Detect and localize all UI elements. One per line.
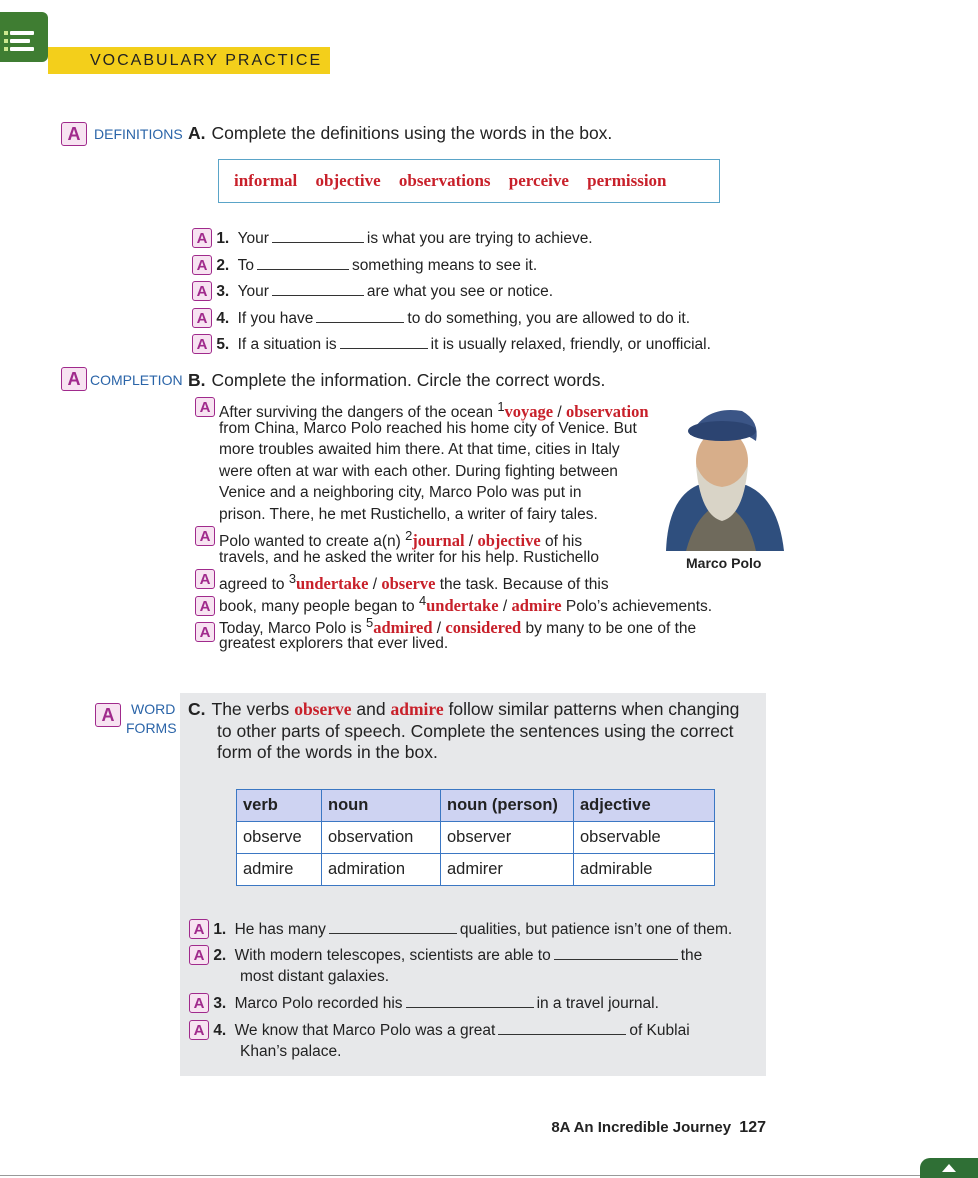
passage-line: agreed to $^3$undertake / observe the task. Because of this <box>219 571 609 594</box>
table-cell: admirer <box>441 854 574 886</box>
answer-blank[interactable] <box>329 921 457 934</box>
box-word: objective <box>315 171 381 190</box>
passage-line: from China, Marco Polo reached his home city of Venice. But <box>219 420 637 437</box>
activity-icon[interactable]: A <box>189 1020 209 1040</box>
menu-icon[interactable] <box>0 12 48 62</box>
section-banner: VOCABULARY PRACTICE <box>48 47 330 74</box>
answer-blank[interactable] <box>272 283 364 296</box>
box-word: observations <box>398 171 491 190</box>
table-cell: observer <box>441 822 574 854</box>
table-header: verb <box>237 790 322 822</box>
option-undertake[interactable]: undertake <box>296 574 369 594</box>
section-c-heading: C. The verbs observe and admire follow similar patterns when changing <box>188 699 740 719</box>
option-observe[interactable]: observe <box>381 574 436 594</box>
table-cell: admiration <box>322 854 441 886</box>
definition-item: A 2. To something means to see it. <box>192 255 537 276</box>
activity-c-icon[interactable]: A <box>95 703 121 727</box>
passage-line: were often at war with each other. During fighting between <box>219 463 618 480</box>
box-word: permission <box>587 171 667 190</box>
word-forms-table <box>236 789 715 886</box>
unit-label: 8A <box>551 1119 570 1136</box>
table-cell: observation <box>322 822 441 854</box>
activity-icon[interactable]: A <box>192 308 212 328</box>
table-row <box>237 822 715 854</box>
sentence-item: A 3. Marco Polo recorded his in a travel journal. <box>189 993 659 1014</box>
option-admired[interactable]: admired <box>373 618 433 638</box>
completion-label: COMPLETION <box>90 372 183 388</box>
answer-blank[interactable] <box>257 257 349 270</box>
definitions-label: DEFINITIONS <box>94 126 183 142</box>
activity-icon[interactable]: A <box>195 569 215 589</box>
forms-label: FORMS <box>126 720 177 736</box>
activity-icon[interactable]: A <box>189 919 209 939</box>
table-header: noun <box>322 790 441 822</box>
activity-a-icon[interactable]: A <box>61 122 87 146</box>
option-objective[interactable]: objective <box>477 531 541 551</box>
section-c-instruction: form of the words in the box. <box>217 742 438 762</box>
unit-title: An Incredible Journey <box>573 1119 732 1136</box>
option-undertake[interactable]: undertake <box>426 596 499 616</box>
definition-item: A 4. If you have to do something, you are allowed to do it. <box>192 308 690 329</box>
activity-icon[interactable]: A <box>195 596 215 616</box>
answer-blank[interactable] <box>316 310 404 323</box>
activity-icon[interactable]: A <box>195 397 215 417</box>
table-row <box>237 854 715 886</box>
section-a-heading: A. Complete the definitions using the words in the box. <box>188 123 613 143</box>
passage-line: book, many people began to $^4$undertake / admire Polo’s achievements. <box>219 593 713 616</box>
table-header: adjective <box>574 790 715 822</box>
page-number: 127 <box>739 1119 766 1136</box>
table-cell: admirable <box>574 854 715 886</box>
answer-blank[interactable] <box>340 336 428 349</box>
activity-icon[interactable]: A <box>192 228 212 248</box>
page-footer <box>551 1119 766 1137</box>
answer-blank[interactable] <box>498 1022 626 1035</box>
activity-icon[interactable]: A <box>192 281 212 301</box>
passage-line: greatest explorers that ever lived. <box>219 635 449 652</box>
option-considered[interactable]: considered <box>445 618 522 638</box>
definition-item: A 3. Your are what you see or notice. <box>192 281 553 302</box>
option-admire[interactable]: admire <box>511 596 562 616</box>
activity-b-icon[interactable]: A <box>61 367 87 391</box>
page-divider <box>0 1175 978 1176</box>
table-header: noun (person) <box>441 790 574 822</box>
passage-line: more troubles awaited him there. At that time, cities in Italy <box>219 441 620 458</box>
sentence-continuation: most distant galaxies. <box>240 968 390 985</box>
activity-icon[interactable]: A <box>189 993 209 1013</box>
passage-line: prison. There, he met Rustichello, a writer of fairy tales. <box>219 506 598 523</box>
definition-item: A 1. Your is what you are trying to achieve. <box>192 228 593 249</box>
answer-blank[interactable] <box>406 995 534 1008</box>
activity-icon[interactable]: A <box>195 622 215 642</box>
sentence-continuation: Khan’s palace. <box>240 1043 342 1060</box>
sentence-item: A 2. With modern telescopes, scientists are able to the <box>189 945 702 966</box>
definition-item: A 5. If a situation is it is usually relaxed, friendly, or unofficial. <box>192 334 711 355</box>
option-observation[interactable]: observation <box>566 402 649 422</box>
activity-icon[interactable]: A <box>192 255 212 275</box>
table-cell: observable <box>574 822 715 854</box>
section-c-instruction: to other parts of speech. Complete the sentences using the correct <box>217 721 734 741</box>
passage-line: Today, Marco Polo is $^5$admired / considered by many to be one of the <box>219 615 697 638</box>
word-box <box>218 159 720 203</box>
passage-line: Venice and a neighboring city, Marco Polo was put in <box>219 484 582 501</box>
section-b-heading: B. Complete the information. Circle the correct words. <box>188 370 606 390</box>
table-cell: observe <box>237 822 322 854</box>
answer-blank[interactable] <box>554 947 678 960</box>
activity-icon[interactable]: A <box>189 945 209 965</box>
scroll-up-icon[interactable] <box>920 1158 978 1178</box>
passage-line: Polo wanted to create a(n) $^2$journal / objective of his <box>219 528 583 551</box>
option-journal[interactable]: journal <box>412 531 465 551</box>
sentence-item: A 4. We know that Marco Polo was a great of Kublai <box>189 1020 690 1041</box>
portrait-caption: Marco Polo <box>686 555 762 571</box>
box-word: perceive <box>508 171 569 190</box>
box-word: informal <box>234 171 298 190</box>
marco-polo-portrait <box>656 403 786 551</box>
table-cell: admire <box>237 854 322 886</box>
table-header-row <box>237 790 715 822</box>
activity-icon[interactable]: A <box>195 526 215 546</box>
answer-blank[interactable] <box>272 230 364 243</box>
activity-icon[interactable]: A <box>192 334 212 354</box>
option-voyage[interactable]: voyage <box>504 402 554 422</box>
sentence-item: A 1. He has many qualities, but patience isn’t one of them. <box>189 919 732 940</box>
passage-line: After surviving the dangers of the ocean $^1$voyage / observation <box>219 399 649 422</box>
passage-line: travels, and he asked the writer for his help. Rustichello <box>219 549 599 566</box>
word-label: WORD <box>131 701 176 717</box>
